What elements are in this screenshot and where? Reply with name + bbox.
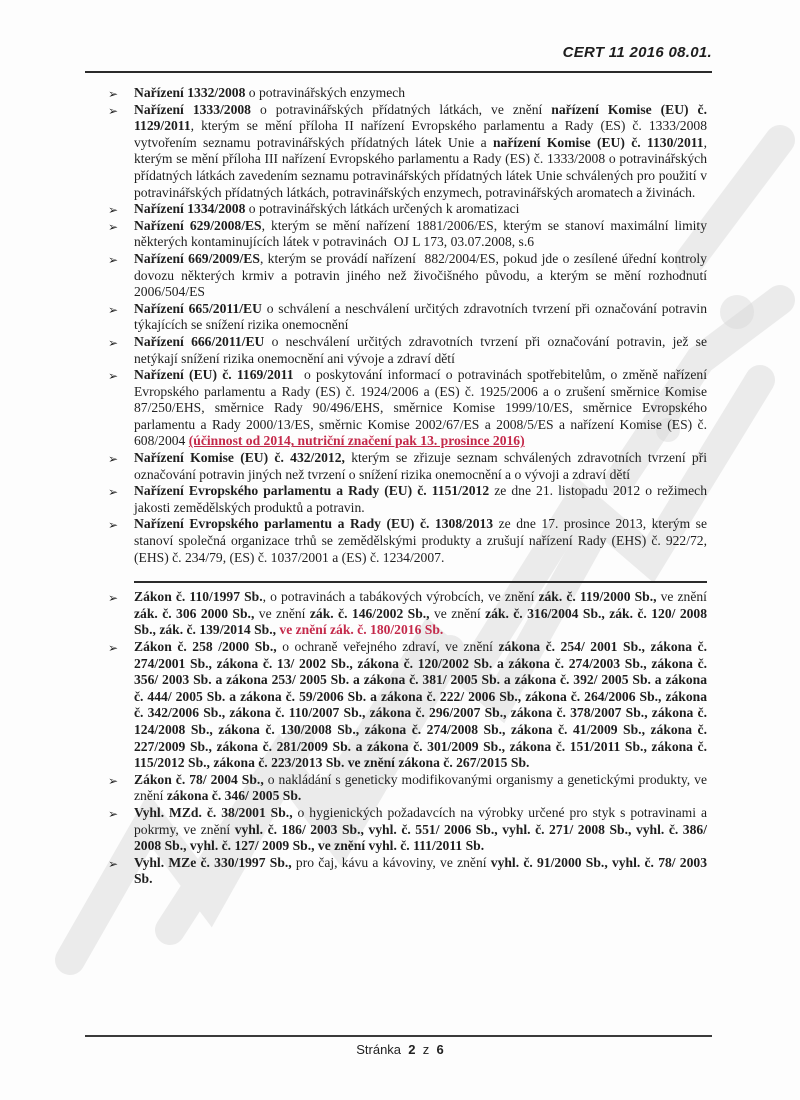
regulation-reference: Zákon č. 110/1997 Sb.: [134, 589, 263, 605]
arrow-bullet-icon: ➢: [108, 452, 119, 467]
body-text: o schválení a neschválení určitých zdravotních tvrzení při označování potravin týkajících se snížení rizika onemocnění: [134, 300, 707, 333]
list-item: [108, 772, 707, 805]
arrow-bullet-icon: ➢: [108, 485, 119, 500]
body-text: o potravinářských látkách určených k aromatizaci: [245, 201, 520, 217]
list-item: [108, 367, 707, 450]
regulation-reference: Nařízení 666/2011/EU: [134, 333, 265, 349]
list-item: [108, 516, 707, 566]
body-text: , kterým se provádí nařízení 882/2004/ES, pokud jde o zesílené úřední kontroly dovozu některých krmiv a potravin jiného než živočišného původu, a kterým se mění rozhodnutí 2006/504/ES: [134, 250, 707, 300]
regulation-reference: zák. č. 146/2002 Sb.,: [309, 605, 430, 621]
list-item: [108, 301, 707, 334]
footer-rule: [85, 1035, 712, 1037]
footer-label: Stránka: [356, 1042, 402, 1057]
body-text: o hygienických požadavcích na výrobky určené pro styk s potravinami a pokrmy, ve znění: [134, 804, 707, 837]
arrow-bullet-icon: ➢: [108, 252, 119, 267]
arrow-bullet-icon: ➢: [108, 103, 119, 118]
regulation-reference: Nařízení 1333/2008: [134, 101, 251, 117]
list-item: [108, 855, 707, 888]
regulation-reference: Nařízení 669/2009/ES: [134, 250, 260, 266]
regulation-reference: Nařízení 1332/2008: [134, 85, 246, 100]
body-text: pro čaj, kávu a kávoviny, ve znění: [291, 854, 491, 870]
arrow-bullet-icon: ➢: [108, 518, 119, 533]
body-text: ve znění: [429, 605, 486, 621]
body-text: ve znění: [656, 589, 707, 605]
list-item: [108, 483, 707, 516]
arrow-bullet-icon: ➢: [108, 203, 119, 218]
regulation-reference: zákona č. 346/ 2005 Sb.: [166, 788, 302, 804]
list-item: [108, 450, 707, 483]
body-text: kterým se zřizuje seznam schválených zdravotních tvrzení při označování potravin jiných než tvrzení o snížení rizika onemocnění a o vývoji a zdraví dětí: [134, 450, 708, 482]
list-item: [108, 639, 707, 772]
regulation-reference: Nařízení (EU) č. 1169/2011: [134, 367, 294, 383]
footer-total-pages: 6: [436, 1042, 444, 1057]
arrow-bullet-icon: ➢: [108, 641, 119, 655]
regulation-reference: Vyhl. MZe č. 330/1997 Sb.,: [134, 854, 292, 870]
highlighted-red-text: (účinnost od 2014, nutriční značení pak 13. prosince 2016): [188, 433, 525, 449]
regulation-reference: Zákon č. 78/ 2004 Sb.,: [134, 771, 264, 787]
regulation-reference: Zákon č. 258 /2000 Sb.,: [134, 639, 277, 654]
list-item: [108, 251, 707, 301]
list-item: [108, 201, 707, 218]
body-text: o potravinářských enzymech: [245, 85, 406, 100]
arrow-bullet-icon: ➢: [108, 87, 119, 101]
list-item: [108, 218, 707, 251]
regulation-reference: zák. č. 316/2004 Sb., zák. č. 120/ 2008 Sb., zák. č. 139/2014 Sb.,: [134, 605, 708, 638]
body-text: o poskytování informací o potravinách spotřebitelům, o změně nařízení Evropského parlamentu a Rady (ES) č. 1924/2006 a (ES) č. 1925/2006 a o zrušení směrnice Komise 87/250/EHS, směrnice Rady 90/496/EHS, směrnice Komise 1999/10/ES, směrnice Evropského parlamentu a Rady 2000/13/ES, směrnic Komise 2002/67/ES a 2008/5/ES a nařízení Komise (ES) č. 608/2004: [134, 367, 708, 449]
regulation-reference: zák. č. 306 2000 Sb.,: [134, 605, 255, 621]
page-footer: [0, 1042, 800, 1057]
regulation-reference: Nařízení 665/2011/EU: [134, 300, 262, 316]
header-doc-code: CERT 11 2016 08.01.: [562, 44, 712, 61]
arrow-bullet-icon: ➢: [108, 773, 119, 788]
footer-page-number: 2: [408, 1042, 416, 1057]
arrow-bullet-icon: ➢: [108, 856, 119, 871]
highlighted-red-text: ve znění zák. č. 180/2016 Sb.: [279, 622, 444, 638]
regulation-reference: nařízení Komise (EU) č. 1129/2011: [134, 101, 707, 134]
regulation-reference: vyhl. č. 91/2000 Sb., vyhl. č. 78/ 2003 Sb.: [134, 854, 707, 887]
regulation-reference: Nařízení 1334/2008: [134, 201, 246, 217]
regulation-reference: vyhl. č. 186/ 2003 Sb., vyhl. č. 551/ 2006 Sb., vyhl. č. 271/ 2008 Sb., vyhl. č. 386/ 2008 Sb., vyhl. č. 127/ 2009 Sb., ve znění vyhl. č. 111/2011 Sb.: [134, 821, 707, 854]
section-divider: [134, 581, 707, 583]
header-rule: [85, 71, 712, 73]
list-item: [108, 102, 707, 202]
regulation-reference: Nařízení Evropského parlamentu a Rady (EU) č. 1308/2013: [134, 516, 494, 532]
document-body: [108, 85, 707, 888]
regulation-reference: Vyhl. MZd. č. 38/2001 Sb.,: [134, 804, 293, 820]
arrow-bullet-icon: ➢: [108, 335, 119, 350]
body-text: o ochraně veřejného zdraví, ve znění: [276, 639, 499, 654]
regulation-reference: Nařízení 629/2008/ES: [134, 217, 262, 233]
regulation-list-czech-laws: [108, 589, 707, 888]
arrow-bullet-icon: ➢: [108, 369, 119, 384]
footer-of-word: z: [422, 1042, 430, 1057]
list-item: [108, 85, 707, 102]
regulation-reference: Nařízení Komise (EU) č. 432/2012,: [134, 450, 345, 466]
arrow-bullet-icon: ➢: [108, 302, 119, 317]
regulation-reference: nařízení Komise (EU) č. 1130/2011: [492, 134, 704, 150]
arrow-bullet-icon: ➢: [108, 219, 119, 234]
regulation-list-eu-regulations: [108, 85, 707, 566]
body-text: , kterým se mění nařízení 1881/2006/ES, kterým se stanoví maximální limity některých kontaminujících látek v potravinách OJ L 173, 03.07.2008, s.6: [134, 217, 707, 250]
list-item: [108, 334, 707, 367]
arrow-bullet-icon: ➢: [108, 591, 119, 606]
regulation-reference: zákona č. 254/ 2001 Sb., zákona č. 274/2001 Sb., zákona č. 13/ 2002 Sb., zákona č. 120/2002 Sb. a zákona č. 274/2003 Sb., zákona č. 356/ 2003 Sb. a zákona 253/ 2005 Sb. a zákona č. 381/ 2005 Sb. a zákona č. 392/ 2005 Sb. a zákona č. 444/ 2005 Sb. a zákona č. 59/2006 Sb. a zákona č. 222/ 2006 Sb., zákona č. 264/2006 Sb., zákona č. 342/2006 Sb., zákona č. 110/2007 Sb., zákona č. 296/2007 Sb., zákona č. 378/2007 Sb., zákona č. 124/2008 Sb., zákona č. 130/2008 Sb., zákona č. 274/2008 Sb., zákona č. 41/2009 Sb., zákona č. 227/2009 Sb., zákona č. 281/2009 Sb. a zákona č. 301/2009 Sb., zákona č. 151/2011 Sb., zákona č. 115/2012 Sb., zákona č. 223/2013 Sb. ve znění zákona č. 267/2015 Sb.: [134, 639, 707, 771]
body-text: , o potravinách a tabákových výrobcích, ve znění: [262, 589, 539, 605]
body-text: o nakládání s geneticky modifikovanými organismy a genetickými produkty, ve znění: [134, 771, 707, 804]
list-item: [108, 805, 707, 855]
regulation-reference: Nařízení Evropského parlamentu a Rady (EU) č. 1151/2012: [134, 483, 490, 499]
list-item: [108, 589, 707, 639]
body-text: o neschválení určitých zdravotních tvrzení při označování potravin, jež se netýkají snížení rizika onemocnění ani vývoje a zdraví dětí: [134, 333, 707, 366]
regulation-reference: zák. č. 119/2000 Sb.,: [538, 589, 657, 605]
arrow-bullet-icon: ➢: [108, 806, 119, 821]
body-text: o potravinářských přídatných látkách, ve znění: [250, 101, 552, 117]
body-text: ze dne 17. prosince 2013, kterým se stanoví společná organizace trhů se zemědělskými produkty a zrušují nařízení Rady (EHS) č. 922/72, (EHS) č. 234/79, (ES) č. 1037/2001 a (ES) č. 1234/2007.: [134, 516, 707, 565]
body-text: ze dne 21. listopadu 2012 o režimech jakosti zemědělských produktů a potravin.: [134, 483, 707, 515]
body-text: , kterým se mění příloha II nařízení Evropského parlamentu a Rady (ES) č. 1333/2008 vytvořením seznamu potravinářských přídatných látek Unie a: [134, 118, 707, 150]
body-text: , kterým se mění příloha III nařízení Evropského parlamentu a Rady (ES) č. 1333/2008 o potravinářských přídatných látkách zavedením seznamu potravinářských přídatných látek Unie schválených pro použití v potravinářských přídatných látkách, potravinářských enzymech, potravinářských aromatech a živinách.: [134, 134, 707, 200]
body-text: ve znění: [254, 605, 310, 621]
